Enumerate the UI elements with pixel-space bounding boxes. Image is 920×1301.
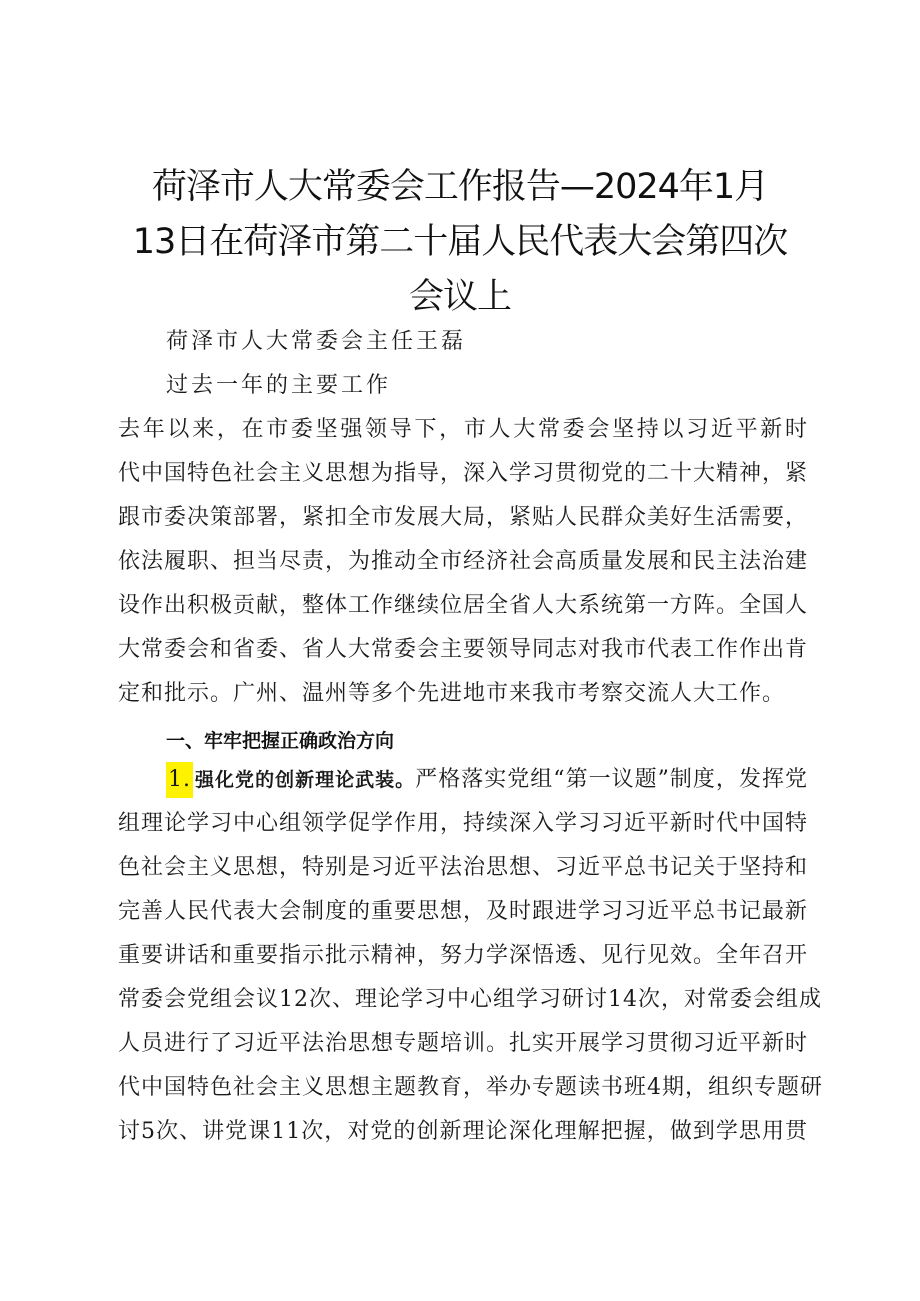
item-line-4: 重要讲话和重要指示批示精神，努力学深悟透、见行见效。全年召开 (118, 943, 809, 968)
subheading: 过去一年的主要工作 (166, 373, 392, 398)
intro-line-4: 依法履职、担当尽责，为推动全市经济社会高质量发展和民主法治建 (118, 549, 809, 574)
item-line-6: 人员进行了习近平法治思想专题培训。扎实开展学习贯彻习近平新时 (118, 1031, 809, 1056)
document-title (120, 160, 800, 325)
title-line-1: 荷泽市人大常委会工作报告—2024年1月 (151, 167, 769, 207)
author-line: 荷泽市人大常委会主任王磊 (166, 329, 467, 354)
item-number-highlight: 1. (166, 762, 193, 798)
title-line-2: 13日在荷泽市第二十届人民代表大会第四次 (132, 222, 788, 262)
intro-line-3: 跟市委决策部署，紧扣全市发展大局，紧贴人民群众美好生活需要， (118, 505, 809, 530)
intro-line-2: 代中国特色社会主义思想为指导，深入学习贯彻党的二十大精神，紧 (118, 461, 809, 486)
item-line-8: 讨5次、讲党课11次，对党的创新理论深化理解把握，做到学思用贯 (118, 1119, 808, 1144)
item-line-1: 组理论学习中心组领学促学作用，持续深入学习习近平新时代中国特 (118, 811, 809, 836)
item-first-line-rest: 严格落实党组“第一议题”制度，发挥党 (415, 767, 808, 792)
intro-line-6: 大常委会和省委、省人大常委会主要领导同志对我市代表工作作出肯 (118, 637, 809, 662)
item-line-3: 完善人民代表大会制度的重要思想，及时跟进学习习近平总书记最新 (118, 899, 809, 924)
item-line-7: 代中国特色社会主义思想主题教育，举办专题读书班4期，组织专题研 (118, 1075, 823, 1100)
section-heading: 一、牢牢把握正确政治方向 (166, 730, 395, 752)
title-line-3: 会议上 (408, 277, 511, 317)
item-first-line (166, 762, 808, 798)
item-line-5: 常委会党组会议12次、理论学习中心组学习研讨14次，对常委会组成 (118, 987, 822, 1012)
intro-line-1: 去年以来，在市委坚强领导下，市人大常委会坚持以习近平新时 (118, 417, 808, 442)
item-title: 强化党的创新理论武装。 (195, 769, 416, 791)
intro-line-7: 定和批示。广州、温州等多个先进地市来我市考察交流人大工作。 (118, 681, 786, 706)
intro-line-5: 设作出积极贡献，整体工作继续位居全省人大系统第一方阵。全国人 (118, 593, 809, 618)
item-line-2: 色社会主义思想，特别是习近平法治思想、习近平总书记关于坚持和 (118, 855, 809, 880)
